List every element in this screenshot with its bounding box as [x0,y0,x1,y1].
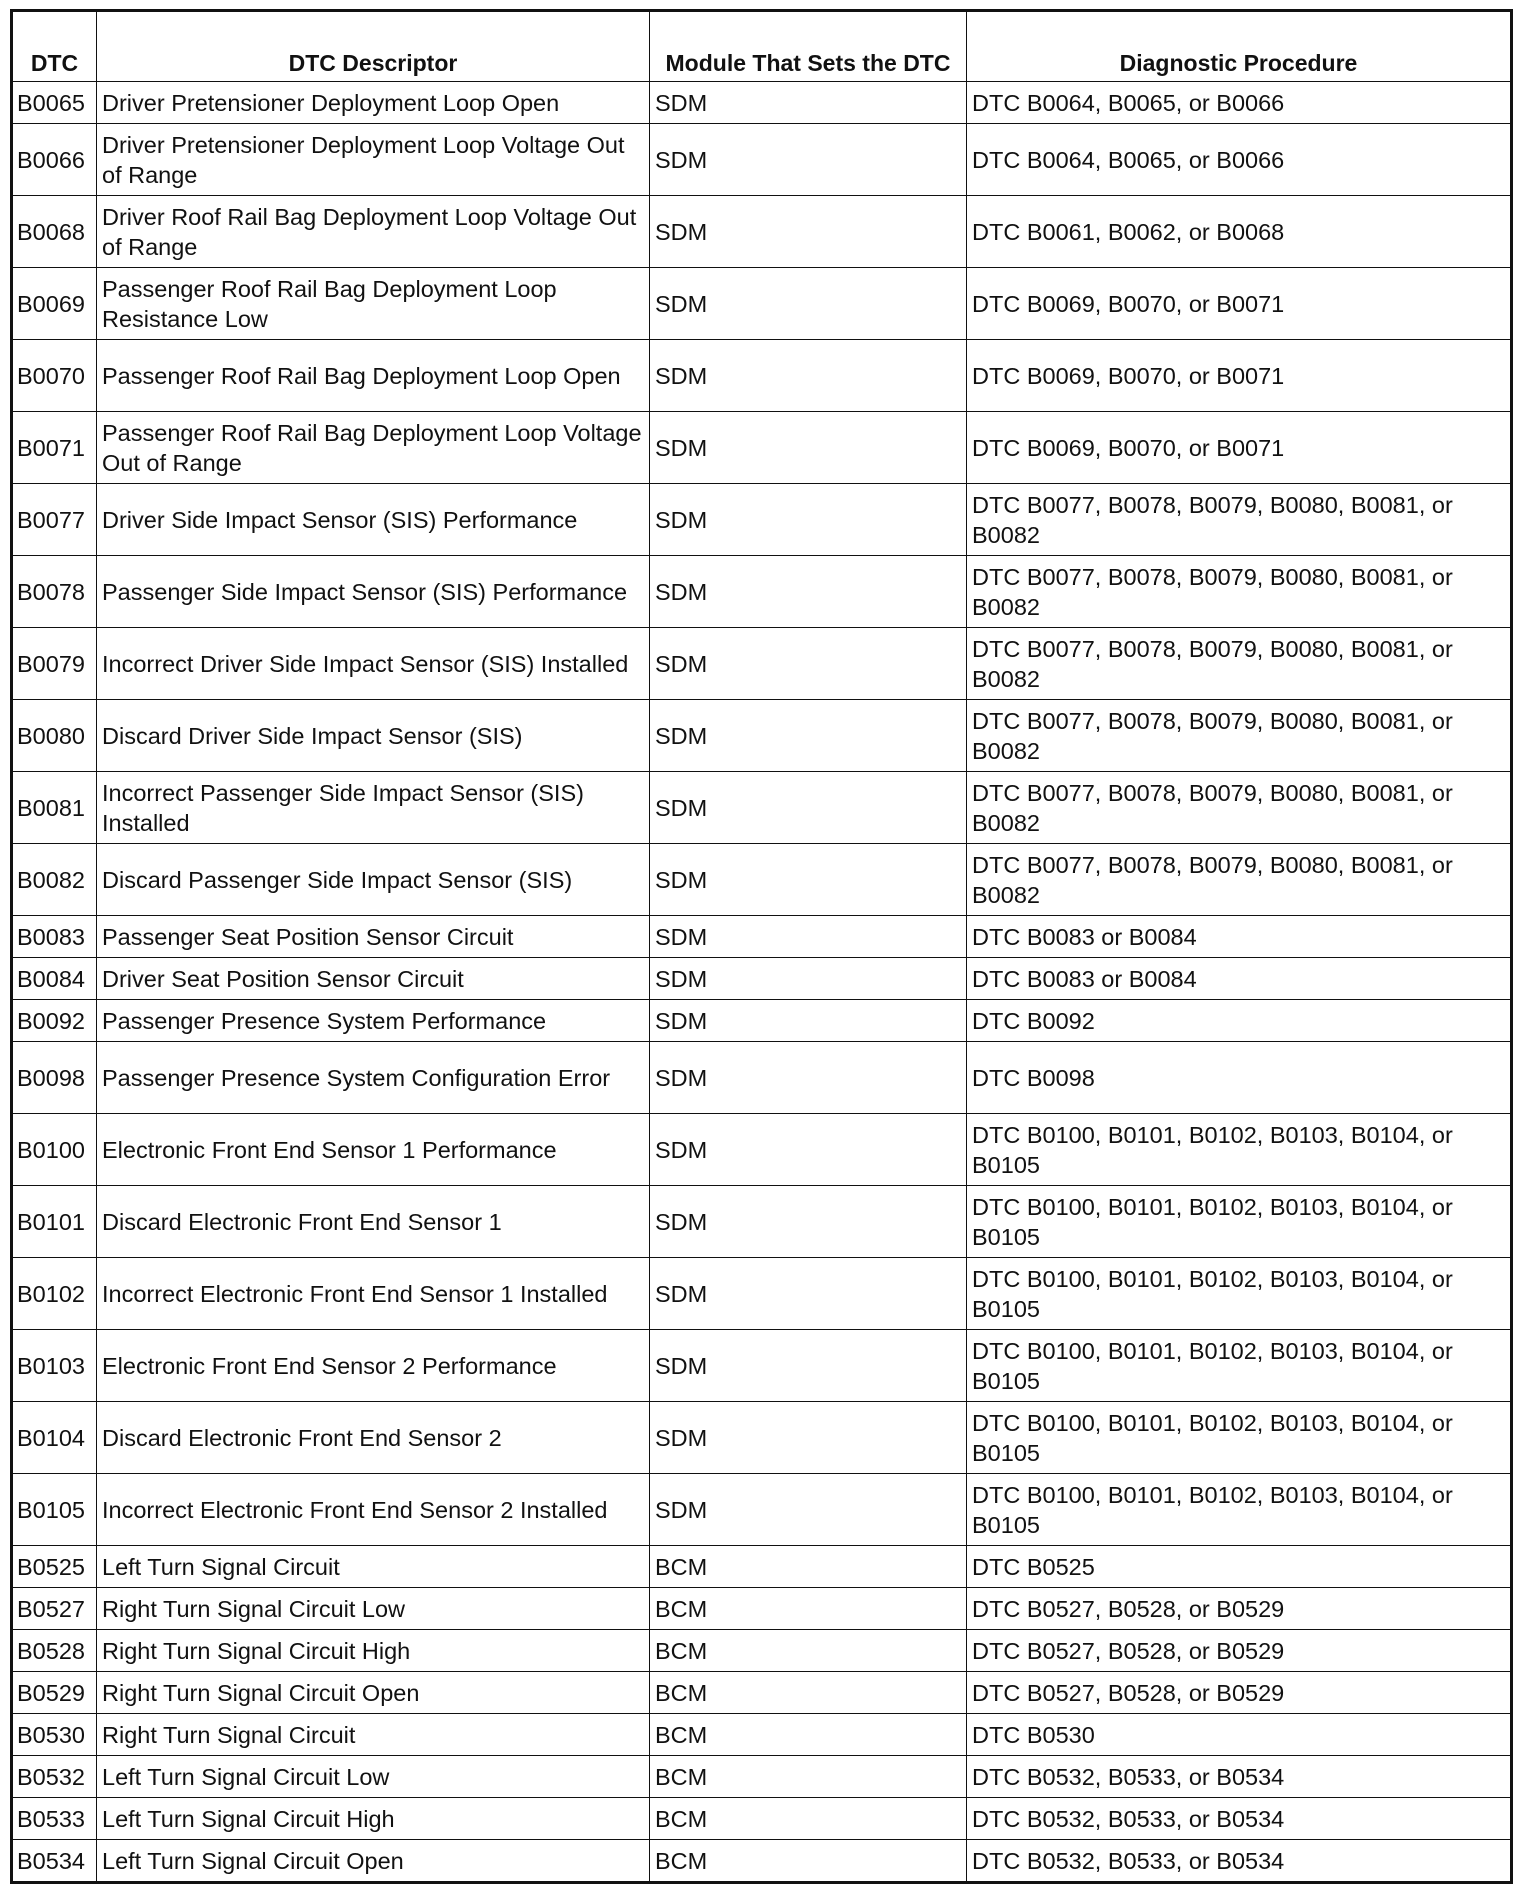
procedure-cell: DTC B0527, B0528, or B0529 [967,1630,1512,1672]
dtc-cell: B0068 [12,196,97,268]
module-cell: SDM [650,1402,967,1474]
descriptor-cell: Discard Driver Side Impact Sensor (SIS) [97,700,650,772]
table-row [12,1114,1512,1186]
table-row [12,700,1512,772]
procedure-cell: DTC B0100, B0101, B0102, B0103, B0104, or B0105 [967,1258,1512,1330]
descriptor-cell: Right Turn Signal Circuit High [97,1630,650,1672]
table-row [12,412,1512,484]
procedure-cell: DTC B0077, B0078, B0079, B0080, B0081, or B0082 [967,700,1512,772]
descriptor-cell: Incorrect Driver Side Impact Sensor (SIS) Installed [97,628,650,700]
module-cell: SDM [650,1258,967,1330]
table-row [12,844,1512,916]
table-row [12,1630,1512,1672]
descriptor-cell: Passenger Roof Rail Bag Deployment Loop Open [97,340,650,412]
procedure-cell: DTC B0083 or B0084 [967,916,1512,958]
dtc-cell: B0104 [12,1402,97,1474]
module-cell: BCM [650,1798,967,1840]
descriptor-cell: Passenger Roof Rail Bag Deployment Loop Resistance Low [97,268,650,340]
table-row [12,916,1512,958]
module-cell: BCM [650,1672,967,1714]
descriptor-cell: Passenger Roof Rail Bag Deployment Loop Voltage Out of Range [97,412,650,484]
module-cell: SDM [650,1114,967,1186]
table-row [12,1402,1512,1474]
descriptor-cell: Right Turn Signal Circuit Open [97,1672,650,1714]
procedure-cell: DTC B0077, B0078, B0079, B0080, B0081, or B0082 [967,556,1512,628]
table-row [12,340,1512,412]
module-cell: SDM [650,844,967,916]
header-row [12,11,1512,82]
module-cell: SDM [650,82,967,124]
procedure-cell: DTC B0064, B0065, or B0066 [967,82,1512,124]
table-row [12,1474,1512,1546]
table-row [12,268,1512,340]
table-row [12,772,1512,844]
table-row [12,1258,1512,1330]
descriptor-cell: Left Turn Signal Circuit [97,1546,650,1588]
dtc-cell: B0066 [12,124,97,196]
module-cell: SDM [650,1042,967,1114]
table-row [12,628,1512,700]
module-cell: SDM [650,700,967,772]
procedure-cell: DTC B0069, B0070, or B0071 [967,340,1512,412]
procedure-cell: DTC B0532, B0533, or B0534 [967,1756,1512,1798]
procedure-cell: DTC B0061, B0062, or B0068 [967,196,1512,268]
dtc-cell: B0101 [12,1186,97,1258]
table-row [12,484,1512,556]
table-row [12,82,1512,124]
table-row [12,1186,1512,1258]
descriptor-cell: Driver Roof Rail Bag Deployment Loop Voltage Out of Range [97,196,650,268]
descriptor-cell: Discard Electronic Front End Sensor 1 [97,1186,650,1258]
module-cell: BCM [650,1588,967,1630]
module-cell: BCM [650,1630,967,1672]
module-cell: SDM [650,916,967,958]
procedure-cell: DTC B0098 [967,1042,1512,1114]
procedure-cell: DTC B0069, B0070, or B0071 [967,412,1512,484]
module-cell: SDM [650,484,967,556]
header-module: Module That Sets the DTC [650,11,967,82]
dtc-cell: B0529 [12,1672,97,1714]
dtc-cell: B0105 [12,1474,97,1546]
procedure-cell: DTC B0100, B0101, B0102, B0103, B0104, or B0105 [967,1474,1512,1546]
module-cell: BCM [650,1756,967,1798]
procedure-cell: DTC B0532, B0533, or B0534 [967,1798,1512,1840]
module-cell: SDM [650,1474,967,1546]
dtc-cell: B0533 [12,1798,97,1840]
procedure-cell: DTC B0527, B0528, or B0529 [967,1672,1512,1714]
dtc-cell: B0078 [12,556,97,628]
table-row [12,124,1512,196]
descriptor-cell: Passenger Presence System Configuration Error [97,1042,650,1114]
dtc-cell: B0528 [12,1630,97,1672]
dtc-cell: B0065 [12,82,97,124]
procedure-cell: DTC B0092 [967,1000,1512,1042]
module-cell: BCM [650,1840,967,1883]
descriptor-cell: Incorrect Electronic Front End Sensor 1 Installed [97,1258,650,1330]
table-row [12,1756,1512,1798]
descriptor-cell: Driver Pretensioner Deployment Loop Voltage Out of Range [97,124,650,196]
dtc-cell: B0079 [12,628,97,700]
table-row [12,1330,1512,1402]
dtc-cell: B0082 [12,844,97,916]
descriptor-cell: Driver Seat Position Sensor Circuit [97,958,650,1000]
table-row [12,1588,1512,1630]
procedure-cell: DTC B0100, B0101, B0102, B0103, B0104, or B0105 [967,1330,1512,1402]
procedure-cell: DTC B0077, B0078, B0079, B0080, B0081, or B0082 [967,484,1512,556]
dtc-cell: B0069 [12,268,97,340]
descriptor-cell: Discard Passenger Side Impact Sensor (SIS) [97,844,650,916]
descriptor-cell: Electronic Front End Sensor 1 Performance [97,1114,650,1186]
procedure-cell: DTC B0530 [967,1714,1512,1756]
module-cell: SDM [650,628,967,700]
descriptor-cell: Driver Pretensioner Deployment Loop Open [97,82,650,124]
descriptor-cell: Right Turn Signal Circuit Low [97,1588,650,1630]
table-row [12,1840,1512,1883]
descriptor-cell: Incorrect Passenger Side Impact Sensor (SIS) Installed [97,772,650,844]
module-cell: SDM [650,196,967,268]
procedure-cell: DTC B0077, B0078, B0079, B0080, B0081, or B0082 [967,844,1512,916]
descriptor-cell: Left Turn Signal Circuit Open [97,1840,650,1883]
module-cell: SDM [650,268,967,340]
table-row [12,556,1512,628]
dtc-cell: B0083 [12,916,97,958]
descriptor-cell: Left Turn Signal Circuit Low [97,1756,650,1798]
table-row [12,1000,1512,1042]
procedure-cell: DTC B0527, B0528, or B0529 [967,1588,1512,1630]
table-row [12,196,1512,268]
header-descriptor: DTC Descriptor [97,11,650,82]
dtc-cell: B0077 [12,484,97,556]
dtc-cell: B0080 [12,700,97,772]
procedure-cell: DTC B0083 or B0084 [967,958,1512,1000]
procedure-cell: DTC B0100, B0101, B0102, B0103, B0104, or B0105 [967,1114,1512,1186]
module-cell: SDM [650,958,967,1000]
descriptor-cell: Electronic Front End Sensor 2 Performance [97,1330,650,1402]
dtc-cell: B0527 [12,1588,97,1630]
procedure-cell: DTC B0064, B0065, or B0066 [967,124,1512,196]
dtc-table [10,9,1513,1884]
module-cell: SDM [650,1330,967,1402]
table-row [12,1546,1512,1588]
dtc-cell: B0525 [12,1546,97,1588]
dtc-cell: B0100 [12,1114,97,1186]
procedure-cell: DTC B0100, B0101, B0102, B0103, B0104, or B0105 [967,1186,1512,1258]
procedure-cell: DTC B0100, B0101, B0102, B0103, B0104, or B0105 [967,1402,1512,1474]
dtc-cell: B0530 [12,1714,97,1756]
table-row [12,1714,1512,1756]
table-row [12,1042,1512,1114]
descriptor-cell: Passenger Presence System Performance [97,1000,650,1042]
descriptor-cell: Discard Electronic Front End Sensor 2 [97,1402,650,1474]
procedure-cell: DTC B0077, B0078, B0079, B0080, B0081, or B0082 [967,628,1512,700]
dtc-cell: B0098 [12,1042,97,1114]
dtc-cell: B0071 [12,412,97,484]
header-dtc: DTC [12,11,97,82]
module-cell: SDM [650,556,967,628]
procedure-cell: DTC B0069, B0070, or B0071 [967,268,1512,340]
descriptor-cell: Passenger Seat Position Sensor Circuit [97,916,650,958]
procedure-cell: DTC B0077, B0078, B0079, B0080, B0081, or B0082 [967,772,1512,844]
dtc-cell: B0092 [12,1000,97,1042]
module-cell: SDM [650,1186,967,1258]
module-cell: SDM [650,772,967,844]
dtc-cell: B0070 [12,340,97,412]
module-cell: SDM [650,340,967,412]
module-cell: SDM [650,412,967,484]
module-cell: BCM [650,1714,967,1756]
descriptor-cell: Left Turn Signal Circuit High [97,1798,650,1840]
descriptor-cell: Incorrect Electronic Front End Sensor 2 Installed [97,1474,650,1546]
descriptor-cell: Driver Side Impact Sensor (SIS) Performance [97,484,650,556]
dtc-cell: B0103 [12,1330,97,1402]
procedure-cell: DTC B0525 [967,1546,1512,1588]
descriptor-cell: Right Turn Signal Circuit [97,1714,650,1756]
table-row [12,958,1512,1000]
descriptor-cell: Passenger Side Impact Sensor (SIS) Performance [97,556,650,628]
table-row [12,1798,1512,1840]
module-cell: BCM [650,1546,967,1588]
dtc-cell: B0532 [12,1756,97,1798]
dtc-cell: B0102 [12,1258,97,1330]
procedure-cell: DTC B0532, B0533, or B0534 [967,1840,1512,1883]
dtc-cell: B0534 [12,1840,97,1883]
module-cell: SDM [650,124,967,196]
header-procedure: Diagnostic Procedure [967,11,1512,82]
dtc-cell: B0081 [12,772,97,844]
dtc-cell: B0084 [12,958,97,1000]
table-row [12,1672,1512,1714]
module-cell: SDM [650,1000,967,1042]
